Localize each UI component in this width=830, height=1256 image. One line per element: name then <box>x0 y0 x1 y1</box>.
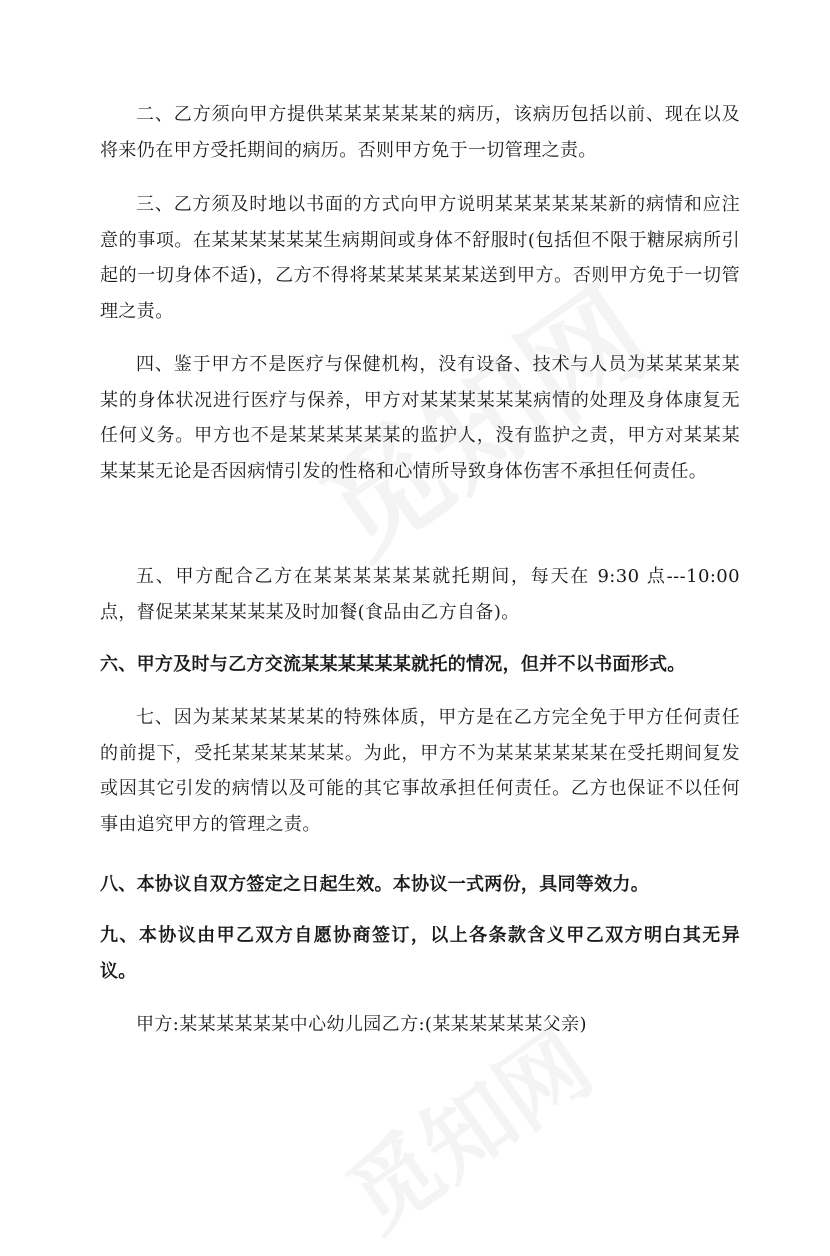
clause-7-paragraph: 七、因为某某某某某某的特殊体质，甲方是在乙方完全免于甲方任何责任的前提下，受托某某某某某某。为此，甲方不为某某某某某某在受托期间复发或因其它引发的病情以及可能的其它事故承担任何责任。乙方也保证不以任何事由追究甲方的管理之责。 <box>100 707 740 835</box>
clause-5-paragraph: 五、甲方配合乙方在某某某某某某就托期间，每天在 9:30 点---10:00 点，督促某某某某某某及时加餐(食品由乙方自备)。 <box>100 566 740 623</box>
clause-6-paragraph: 六、甲方及时与乙方交流某某某某某某就托的情况，但并不以书面形式。 <box>100 654 686 675</box>
signature-line: 甲方:某某某某某某中心幼儿园乙方:(某某某某某某父亲) <box>136 1014 587 1035</box>
clause-3-paragraph: 三、乙方须及时地以书面的方式向甲方说明某某某某某某新的病情和应注意的事项。在某某某某某某生病期间或身体不舒服时(包括但不限于糖尿病所引起的一切身体不适)，乙方不得将某某某某某某送到甲方。否则甲方免于一切管理之责。 <box>100 194 740 322</box>
clause-4-paragraph: 四、鉴于甲方不是医疗与保健机构，没有设备、技术与人员为某某某某某某的身体状况进行医疗与保养，甲方对某某某某某某病情的处理及身体康复无任何义务。甲方也不是某某某某某某的监护人，没有监护之责，甲方对某某某某某某无论是否因病情引发的性格和心情所导致身体伤害不承担任何责任。 <box>100 354 740 482</box>
clause-9-paragraph: 九、本协议由甲乙双方自愿协商签订，以上各条款含义甲乙双方明白其无异议。 <box>100 925 740 982</box>
clause-2-paragraph: 二、乙方须向甲方提供某某某某某某的病历，该病历包括以前、现在以及将来仍在甲方受托期间的病历。否则甲方免于一切管理之责。 <box>100 104 740 161</box>
clause-8-paragraph: 八、本协议自双方签定之日起生效。本协议一式两份，具同等效力。 <box>100 874 649 895</box>
